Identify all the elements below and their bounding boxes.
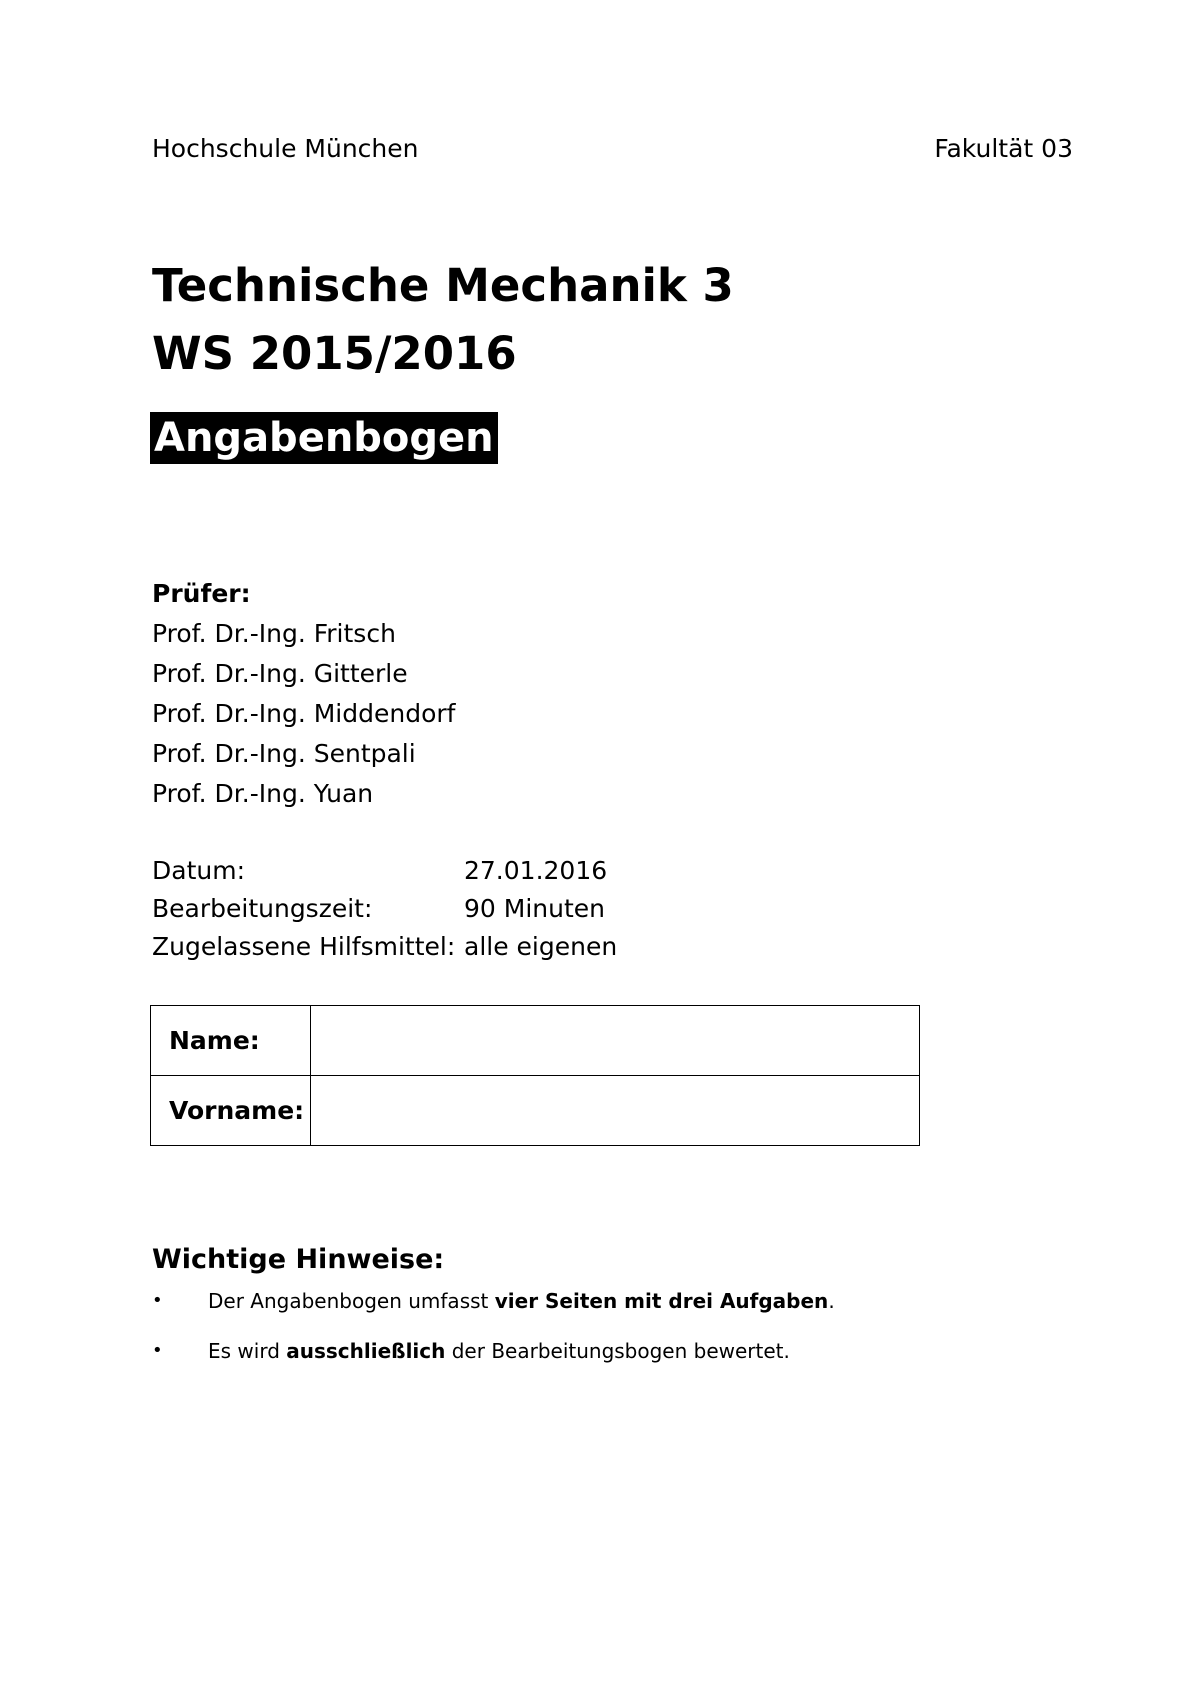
bullet-icon: • bbox=[152, 1340, 163, 1361]
examiners-section bbox=[152, 574, 455, 814]
name-label: Name: bbox=[151, 1006, 311, 1076]
student-name-form bbox=[150, 1005, 920, 1146]
bullet-icon: • bbox=[152, 1290, 163, 1311]
first-name-row bbox=[151, 1076, 920, 1146]
list-item bbox=[152, 1286, 835, 1316]
notes-list bbox=[152, 1286, 835, 1386]
document-type-badge: Angabenbogen bbox=[150, 412, 498, 464]
notes-heading: Wichtige Hinweise: bbox=[152, 1244, 445, 1275]
date-row bbox=[152, 852, 617, 890]
aids-row bbox=[152, 928, 617, 966]
examiner-item: Prof. Dr.-Ing. Yuan bbox=[152, 779, 374, 808]
note-text: Es wird ausschließlich der Bearbeitungsbogen bewertet. bbox=[208, 1339, 790, 1363]
institution-name: Hochschule München bbox=[152, 134, 419, 163]
aids-label: Zugelassene Hilfsmittel: bbox=[152, 932, 456, 961]
faculty-name: Fakultät 03 bbox=[934, 134, 1073, 163]
duration-row bbox=[152, 890, 617, 928]
name-field[interactable] bbox=[311, 1006, 920, 1076]
first-name-label: Vorname: bbox=[151, 1076, 311, 1146]
first-name-field[interactable] bbox=[311, 1076, 920, 1146]
duration-label: Bearbeitungszeit: bbox=[152, 894, 373, 923]
examiner-item: Prof. Dr.-Ing. Gitterle bbox=[152, 659, 408, 688]
examiner-item: Prof. Dr.-Ing. Sentpali bbox=[152, 739, 416, 768]
examiner-item: Prof. Dr.-Ing. Middendorf bbox=[152, 699, 456, 728]
date-value: 27.01.2016 bbox=[464, 856, 608, 885]
note-text: Der Angabenbogen umfasst vier Seiten mit drei Aufgaben. bbox=[208, 1289, 835, 1313]
exam-info-section bbox=[152, 852, 617, 966]
duration-value: 90 Minuten bbox=[464, 894, 605, 923]
examiners-heading: Prüfer: bbox=[152, 579, 251, 608]
semester-title: WS 2015/2016 bbox=[152, 327, 517, 380]
date-label: Datum: bbox=[152, 856, 245, 885]
name-row bbox=[151, 1006, 920, 1076]
examiner-item: Prof. Dr.-Ing. Fritsch bbox=[152, 619, 396, 648]
course-title: Technische Mechanik 3 bbox=[152, 259, 734, 312]
list-item bbox=[152, 1336, 835, 1366]
aids-value: alle eigenen bbox=[464, 932, 618, 961]
